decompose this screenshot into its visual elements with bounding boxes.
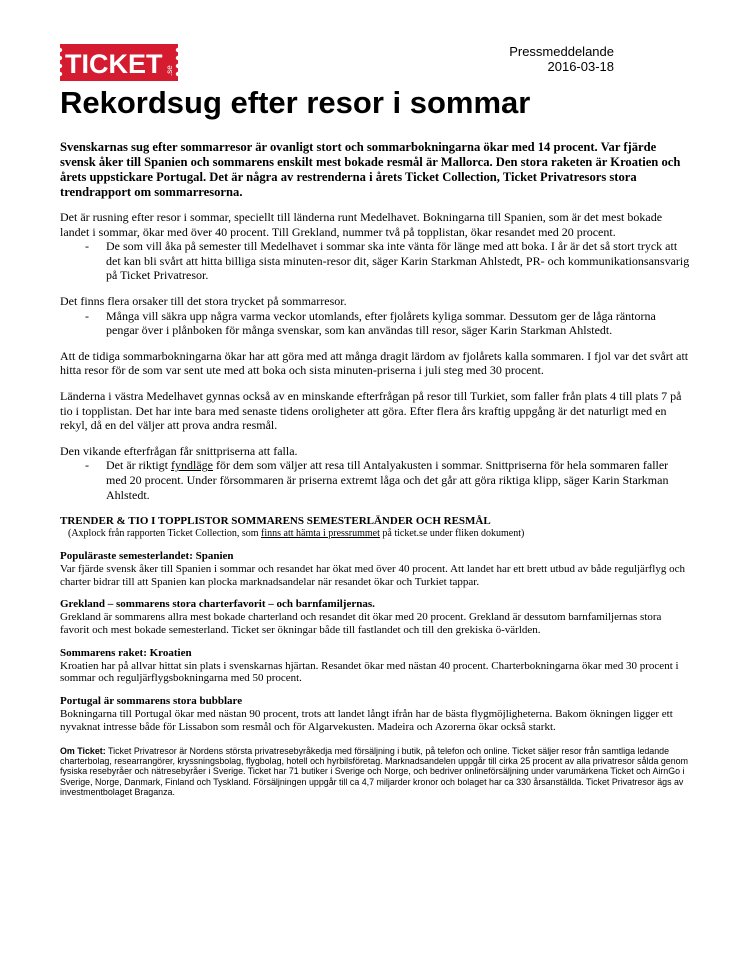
lead-paragraph: Svenskarnas sug efter sommarresor är ovanligt stort och sommarbokningarna ökar med 14 procent. Var fjärde svensk åker till Spanien och sommarens enskilt mest bokade resmål är Mallorca. Den stora raketen är Kroatien och årets uppstickare Portugal. Det är några av restrenderna i årets Ticket Collection, Ticket Privatresors stora trendrapport om sommarresorna. — [60, 140, 681, 199]
document-meta — [509, 44, 614, 74]
document-date: 2016-03-18 — [547, 59, 614, 74]
trend-heading-spain: Populäraste semesterlandet: Spanien — [60, 550, 234, 563]
document-type: Pressmeddelande — [509, 44, 614, 59]
trends-note-after: på ticket.se under fliken dokument) — [379, 528, 525, 540]
paragraph-4: Länderna i västra Medelhavet gynnas också av en minskande efterfrågan på resor till Turkiet, som faller från plats 4 till plats 7 på tio i topplistan. Det har inte bara med senaste tidens oroligheter att göra. Efter flera års kraftig uppgång är det naturligt med en rekyl, då en del väljer att prova andra resmål. — [60, 388, 682, 433]
trends-note-before: (Axplock från rapporten Ticket Collection, som — [68, 528, 262, 540]
trend-text-greece: Grekland är sommarens allra mest bokade charterland och resandet dit ökar med 20 procent. Grekland är dessutom barnfamiljernas stora favorit och mest bokade semesterland. Ticket ser ökningar både till fastlandet och till den grekiska ö-världen. — [60, 611, 662, 637]
trend-text-croatia: Kroatien har på allvar hittat sin plats i svenskarnas hjärtan. Resandet ökar med nästan 40 procent. Charterbokningarna ökar med 30 procent i sommar och reguljärflygsbokningarna med 50 procent. — [60, 659, 679, 685]
trend-heading-croatia: Sommarens raket: Kroatien — [60, 646, 192, 659]
quote-3 — [60, 458, 690, 502]
trends-note — [68, 528, 690, 540]
pressroom-link[interactable]: finns att hämta i pressrummet — [261, 528, 380, 540]
quote-1: - De som vill åka på semester till Medelhavet i sommar ska inte vänta för länge med att boka. I år är det så stort tryck att det kan bli svårt att hitta billiga sista minuten-resor dit, säger Karin Starkman Ahlstedt, PR- och kommunikationsansvarig på Ticket Privatresor. — [60, 239, 690, 283]
about-label: Om Ticket: — [60, 745, 106, 756]
quote-3-after: för dem som väljer att resa till Antalyakusten i sommar. Snittpriserna för hela sommaren faller med 20 procent. Under försommaren är priserna extremt låga och det går att göra riktiga klipp, säger Karin Starkman Ahlstedt. — [106, 458, 669, 502]
paragraph-2: Det finns flera orsaker till det stora trycket på sommarresor. — [60, 293, 347, 308]
quote-2: - Många vill säkra upp några varma veckor utomlands, efter fjolårets kyliga sommar. Dessutom ger de låga räntorna pengar över i plånboken för många svenskar, som kan användas till resor, säger Karin Starkman Ahlstedt. — [60, 309, 690, 338]
trend-heading-portugal: Portugal är sommarens stora bubblare — [60, 695, 243, 708]
trend-text-spain: Var fjärde svensk åker till Spanien i sommar och resandet har ökat med över 40 procent. Att landet har ett brett utbud av både reguljärflyg och charter bidrar till att Spanien kan plocka marknadsandelar när resandet ökar och Turkiet tappar. — [60, 562, 685, 588]
quote-3-before: Det är riktigt — [106, 458, 171, 473]
paragraph-3: Att de tidiga sommarbokningarna ökar har att göra med att många dragit lärdom av fjolårets kalla sommaren. I fjol var det svårt att hitta resor för de som var sent ute med att boka och sista minuten-priserna i juli steg med 30 procent. — [60, 348, 689, 378]
trend-text-portugal: Bokningarna till Portugal ökar med nästan 90 procent, trots att landet långt ifrån har de bästa flygmöjligheterna. Bakom ökningen ligger ett nyvaknat intresse både för Lissabon som resmål och för Algarvekusten. Madeira och Azorerna ökar också starkt. — [60, 708, 673, 733]
page-title: Rekordsug efter resor i sommar — [60, 85, 531, 120]
trends-heading: TRENDER & TIO I TOPPLISTOR SOMMARENS SEMESTERLÄNDER OCH RESMÅL — [60, 515, 491, 528]
logo-text: TICKET — [65, 49, 163, 79]
logo-suffix: .se — [165, 65, 174, 76]
paragraph-5: Den vikande efterfrågan får snittpriserna att falla. — [60, 443, 298, 458]
trend-heading-greece: Grekland – sommarens stora charterfavorit – och barnfamiljernas. — [60, 598, 375, 611]
about-ticket — [60, 746, 690, 798]
paragraph-1: Det är rusning efter resor i sommar, speciellt till länderna runt Medelhavet. Bokningarna till Spanien, som är det mest bokade landet i sommar, ökar med över 40 procent. Till Grekland, nummer två på topplistan, ökar resandet med 20 procent. — [60, 210, 663, 239]
article-body — [60, 140, 690, 798]
about-text: Ticket Privatresor är Nordens största privatresebyråkedja med försäljning i butik, på telefon och online. Ticket säljer resor från samtliga ledande charterbolag, researrangörer, kryssningsbolag, flygbolag, hotell och hyrbilsföretag. Marknadsandelen uppgår till cirka 25 procent av alla privatresor sålda genom fysiska resebyråer och nätresebyråer i Sverige. Ticket har 71 butiker i Sverige och Norge, och bedriver onlineförsäljning under varumärkena Ticket och AirnGo i Sverige, Norge, Danmark, Finland och Tyskland. Försäljningen uppgår till ca 4,7 miljarder kronor och bolaget har ca 330 årsanställda. Ticket Privatresor ägs av investmentbolaget Braganza. — [60, 745, 689, 798]
ticket-logo — [60, 44, 178, 81]
fyndlage-link[interactable]: fyndläge — [170, 458, 213, 473]
